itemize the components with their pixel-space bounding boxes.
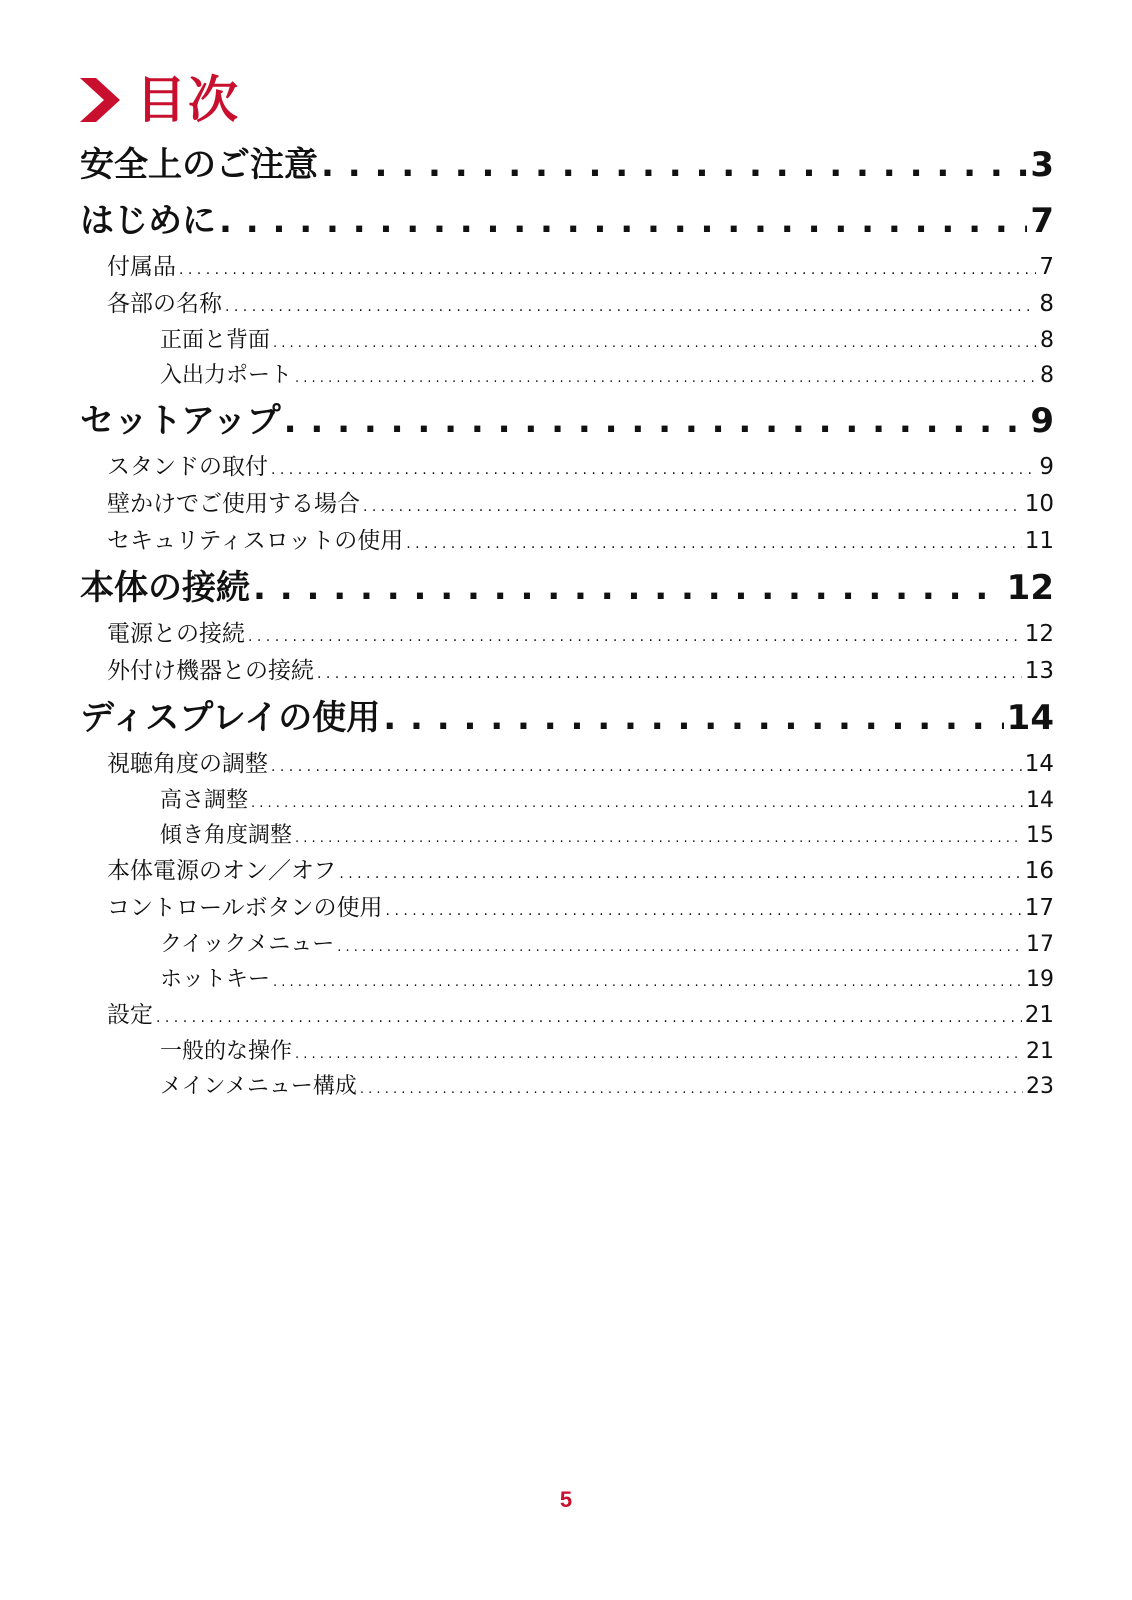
toc-entry-page: 16 bbox=[1024, 858, 1054, 884]
dot-leader bbox=[295, 818, 1023, 853]
toc-entry-level-1[interactable] bbox=[80, 690, 1054, 746]
dot-leader bbox=[248, 616, 1022, 653]
toc-entry-level-3[interactable] bbox=[80, 783, 1054, 818]
dot-leader bbox=[225, 286, 1036, 323]
toc-entry-title: メインメニュー構成 bbox=[160, 1074, 357, 1099]
toc-entry-level-3[interactable] bbox=[80, 818, 1054, 853]
toc-entry-page: 7 bbox=[1039, 254, 1054, 280]
toc-entry-title: 正面と背面 bbox=[160, 328, 271, 353]
toc-entry-title: コントロールボタンの使用 bbox=[107, 895, 383, 921]
toc-entry-level-1[interactable] bbox=[80, 393, 1054, 449]
toc-entry-title: はじめに bbox=[80, 201, 216, 241]
toc-entry-title: 付属品 bbox=[107, 254, 176, 280]
toc-entry-level-3[interactable] bbox=[80, 962, 1054, 997]
dot-leader bbox=[363, 486, 1022, 523]
toc-entry-page: 3 bbox=[1030, 145, 1054, 185]
dot-leader bbox=[271, 746, 1022, 783]
toc-entry-title: クイックメニュー bbox=[160, 932, 335, 957]
toc-entry-page: 8 bbox=[1040, 328, 1054, 353]
toc-entry-level-3[interactable] bbox=[80, 358, 1054, 393]
toc-entry-page: 9 bbox=[1030, 401, 1054, 441]
toc-entry-title: スタンドの取付 bbox=[107, 454, 268, 480]
toc-entry-page: 14 bbox=[1026, 788, 1054, 813]
toc-entry-title: 設定 bbox=[107, 1002, 153, 1028]
toc-entry-title: 電源との接続 bbox=[107, 621, 245, 647]
toc-entry-level-2[interactable] bbox=[80, 523, 1054, 560]
toc-entry-title: ディスプレイの使用 bbox=[80, 698, 381, 738]
toc-entry-page: 10 bbox=[1024, 491, 1054, 517]
toc-entry-title: 一般的な操作 bbox=[160, 1039, 293, 1064]
dot-leader bbox=[156, 997, 1022, 1034]
toc-entry-page: 15 bbox=[1026, 823, 1054, 848]
toc-entry-level-2[interactable] bbox=[80, 249, 1054, 286]
toc-entry-title: 安全上のご注意 bbox=[80, 145, 318, 185]
toc-entry-level-2[interactable] bbox=[80, 890, 1054, 927]
toc-entry-level-3[interactable] bbox=[80, 1069, 1054, 1104]
toc-entry-title: セットアップ bbox=[80, 401, 281, 441]
chevron-right-icon bbox=[80, 78, 120, 122]
dot-leader bbox=[273, 323, 1037, 358]
dot-leader bbox=[406, 523, 1021, 560]
dot-leader bbox=[251, 783, 1023, 818]
toc-entry-page: 11 bbox=[1024, 528, 1054, 554]
dot-leader bbox=[179, 249, 1036, 286]
toc-entry-title: 壁かけでご使用する場合 bbox=[107, 491, 360, 517]
toc-entry-page: 21 bbox=[1024, 1002, 1054, 1028]
toc-entry-page: 17 bbox=[1024, 895, 1054, 921]
toc-entry-page: 21 bbox=[1026, 1039, 1054, 1064]
toc-entry-page: 23 bbox=[1026, 1074, 1054, 1099]
toc-entry-level-3[interactable] bbox=[80, 927, 1054, 962]
dot-leader bbox=[383, 690, 1003, 746]
toc-entry-page: 12 bbox=[1024, 621, 1054, 647]
toc-entry-page: 12 bbox=[1006, 568, 1054, 608]
dot-leader bbox=[360, 1069, 1023, 1104]
toc-entry-title: 本体電源のオン／オフ bbox=[107, 858, 337, 884]
dot-leader bbox=[386, 890, 1022, 927]
page-number: 5 bbox=[559, 1487, 573, 1512]
dot-leader bbox=[339, 853, 1021, 890]
dot-leader bbox=[273, 962, 1023, 997]
dot-leader bbox=[284, 393, 1028, 449]
dot-leader bbox=[317, 653, 1022, 690]
toc-entry-level-3[interactable] bbox=[80, 323, 1054, 358]
toc-entry-page: 17 bbox=[1026, 932, 1054, 957]
toc-entry-level-1[interactable] bbox=[80, 560, 1054, 616]
toc-entry-title: 傾き角度調整 bbox=[160, 823, 293, 848]
toc-entry-level-2[interactable] bbox=[80, 746, 1054, 783]
toc-entry-level-2[interactable] bbox=[80, 997, 1054, 1034]
toc-entry-level-2[interactable] bbox=[80, 853, 1054, 890]
dot-leader bbox=[219, 193, 1027, 249]
dot-leader bbox=[271, 449, 1036, 486]
toc-entry-page: 19 bbox=[1026, 967, 1054, 992]
dot-leader bbox=[321, 137, 1027, 193]
toc-entry-level-2[interactable] bbox=[80, 486, 1054, 523]
toc-entry-title: 本体の接続 bbox=[80, 568, 250, 608]
toc-entry-level-2[interactable] bbox=[80, 286, 1054, 323]
toc-entry-title: 各部の名称 bbox=[107, 291, 222, 317]
toc-entry-title: 高さ調整 bbox=[160, 788, 249, 813]
toc-entry-level-1[interactable] bbox=[80, 137, 1054, 193]
dot-leader bbox=[295, 358, 1037, 393]
dot-leader bbox=[253, 560, 1004, 616]
toc-entry-level-2[interactable] bbox=[80, 616, 1054, 653]
toc-entry-title: 入出力ポート bbox=[160, 363, 293, 388]
toc-entry-page: 7 bbox=[1030, 201, 1054, 241]
toc-entry-level-1[interactable] bbox=[80, 193, 1054, 249]
toc-entry-page: 9 bbox=[1039, 454, 1054, 480]
toc-entry-title: ホットキー bbox=[160, 967, 271, 992]
toc-entry-level-3[interactable] bbox=[80, 1034, 1054, 1069]
toc-entry-page: 14 bbox=[1006, 698, 1054, 738]
toc-entry-page: 8 bbox=[1039, 291, 1054, 317]
toc-entry-level-2[interactable] bbox=[80, 449, 1054, 486]
toc-entry-page: 13 bbox=[1024, 658, 1054, 684]
page-title-block bbox=[80, 70, 240, 130]
toc-entry-title: セキュリティスロットの使用 bbox=[107, 528, 404, 554]
toc-entry-level-2[interactable] bbox=[80, 653, 1054, 690]
dot-leader bbox=[337, 927, 1023, 962]
table-of-contents bbox=[80, 137, 1054, 1104]
toc-entry-title: 外付け機器との接続 bbox=[107, 658, 314, 684]
page-title: 目次 bbox=[136, 71, 240, 129]
toc-entry-title: 視聴角度の調整 bbox=[107, 751, 268, 777]
toc-entry-page: 14 bbox=[1024, 751, 1054, 777]
toc-entry-page: 8 bbox=[1040, 363, 1054, 388]
dot-leader bbox=[295, 1034, 1023, 1069]
